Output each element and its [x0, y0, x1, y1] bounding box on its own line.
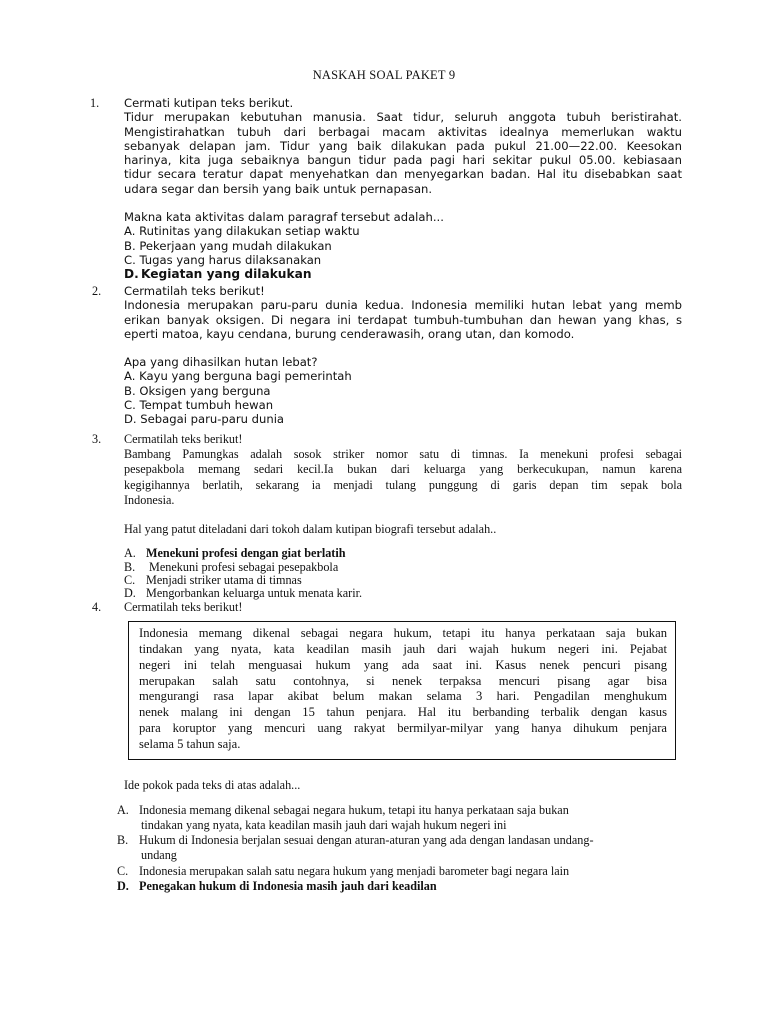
question-3: [92, 432, 682, 601]
option-text-answer: Menekuni profesi dengan giat berlatih: [146, 546, 346, 561]
option-text: Mengorbankan keluarga untuk menata karir.: [146, 586, 363, 601]
passage-line: sebanyak delapan jam. Tidur yang baik dilakukan pada pukul 21.00—22.00. Keesokan: [124, 138, 682, 153]
passage-line: kegigihannya berlatih, sekarang ia menjadi tulang punggung di garis depan tim sepak bola: [124, 477, 682, 492]
question-text: Hal yang patut diteladani dari tokoh dalam kutipan biografi tersebut adalah..: [124, 522, 497, 537]
passage-line: erikan banyak oksigen. Di negara ini terdapat tumbuh-tumbuhan dan hewan yang khas, s: [124, 312, 682, 327]
option-text: Kegiatan yang dilakukan: [141, 267, 312, 282]
box-line: selama 5 tahun saja.: [139, 736, 241, 751]
question-intro: Cermati kutipan teks berikut.: [124, 96, 294, 110]
question-number: 1.: [90, 96, 100, 110]
option-label: D.: [124, 586, 136, 601]
question-intro: Cermatilah teks berikut!: [124, 432, 243, 446]
option-text: Penegakan hukum di Indonesia masih jauh dari keadilan: [139, 878, 437, 893]
box-line: negeri ini telah menguasai hukum yang ada saat ini. Kasus nenek pencuri pisang: [139, 657, 667, 672]
box-line: merupakan salah satu contohnya, si nenek terpaksa mencuri pisang agar bisa: [139, 673, 667, 688]
passage-line: eperti matoa, kayu cendana, burung cenderawasih, orang utan, dan komodo.: [124, 326, 575, 341]
option-c: C. Tempat tumbuh hewan: [124, 398, 274, 413]
question-intro: Cermatilah teks berikut!: [124, 600, 243, 614]
passage-line: Mengistirahatkan tubuh dari berbagai macam aktivitas idealnya memerlukan waktu: [124, 124, 682, 139]
passage-line: tidur secara teratur dapat menyehatkan dan menyegarkan badan. Hal itu disebabkan saat: [124, 167, 682, 182]
passage-box: [128, 621, 676, 759]
option-text: Indonesia memang dikenal sebagai negara hukum, tetapi itu hanya perkataan saja bukan: [139, 802, 569, 817]
option-a: [117, 803, 682, 833]
option-text: Menjadi striker utama di timnas: [146, 573, 302, 588]
question-1: [92, 96, 682, 282]
option-label: A.: [124, 546, 136, 561]
option-b: [124, 561, 682, 574]
option-b: B. Pekerjaan yang mudah dilakukan: [124, 238, 332, 253]
option-a: A. Rutinitas yang dilakukan setiap waktu: [124, 224, 360, 239]
question-intro: Cermatilah teks berikut!: [124, 284, 265, 298]
passage-line: Bambang Pamungkas adalah sosok striker nomor satu di timnas. Ia menekuni profesi sebagai: [124, 447, 682, 462]
box-line: nenek malang ini dengan 15 tahun penjara. Hal itu berbanding terbalik dengan kasus: [139, 705, 667, 720]
option-c: [117, 864, 682, 879]
passage-line: Tidur merupakan kebutuhan manusia. Saat tidur, seluruh anggota tubuh beristirahat.: [124, 110, 682, 125]
option-d: [124, 587, 682, 600]
option-label: A.: [117, 802, 129, 817]
option-a: [124, 547, 682, 560]
passage-line: Indonesia merupakan paru-paru dunia kedua. Indonesia memiliki hutan lebat yang memb: [124, 298, 682, 313]
option-d-answer: [124, 267, 682, 281]
question-number: 2.: [92, 284, 102, 298]
question-number: 3.: [92, 432, 102, 446]
option-b: B. Oksigen yang berguna: [124, 383, 271, 398]
passage-line: harinya, kita juga sebaiknya bangun tidur pada pagi hari sekitar pukul 05.00. kebiasaan: [124, 153, 682, 168]
option-text: Menekuni profesi sebagai pesepakbola: [146, 559, 339, 574]
option-label: C.: [124, 573, 136, 588]
option-c: [124, 574, 682, 587]
option-label: D.: [124, 267, 139, 282]
option-text-cont: undang: [141, 848, 177, 863]
question-text: Apa yang dihasilkan hutan lebat?: [124, 355, 318, 370]
passage-line: Indonesia.: [124, 492, 175, 507]
option-label: C.: [117, 863, 129, 878]
option-d-answer: [117, 879, 682, 894]
question-text: Makna kata aktivitas dalam paragraf tersebut adalah...: [124, 210, 444, 225]
option-c: C. Tugas yang harus dilaksanakan: [124, 252, 322, 267]
passage-line: udara segar dan bersih yang baik untuk pernapasan.: [124, 181, 433, 196]
option-label: B.: [117, 833, 129, 848]
option-a: A. Kayu yang berguna bagi pemerintah: [124, 369, 352, 384]
box-line: mengurangi rasa lapar akibat belum makan selama 3 hari. Pengadilan menghukum: [139, 689, 667, 704]
question-number: 4.: [92, 600, 102, 614]
option-label: B.: [124, 559, 136, 574]
option-text: Indonesia merupakan salah satu negara hukum yang menjadi barometer bagi negara lain: [139, 863, 570, 878]
box-line: Indonesia memang dikenal sebagai negara hukum, tetapi itu hanya perkataan saja bukan: [139, 626, 667, 641]
passage-line: pesepakbola memang sedari kecil.Ia bukan dari keluarga yang berkecukupan, namun karena: [124, 462, 682, 477]
question-2: [92, 284, 682, 427]
box-line: para koruptor yang mencuri uang rakyat bermilyar-milyar yang hanya dihukum penjara: [139, 720, 667, 735]
option-label: D.: [117, 878, 129, 893]
option-d: D. Sebagai paru-paru dunia: [124, 412, 285, 427]
option-b: [117, 833, 682, 863]
box-line: tindakan yang nyata, kata keadilan masih jauh dari wajah hukum negeri ini. Pejabat: [139, 642, 667, 656]
question-4: [92, 600, 682, 894]
question-text: Ide pokok pada teks di atas adalah...: [124, 777, 301, 792]
option-text-cont: tindakan yang nyata, kata keadilan masih jauh dari wajah hukum negeri ini: [141, 817, 507, 832]
page-title: NASKAH SOAL PAKET 9: [312, 68, 456, 82]
option-text: Hukum di Indonesia berjalan sesuai dengan aturan-aturan yang ada dengan landasan undang-: [139, 833, 594, 848]
